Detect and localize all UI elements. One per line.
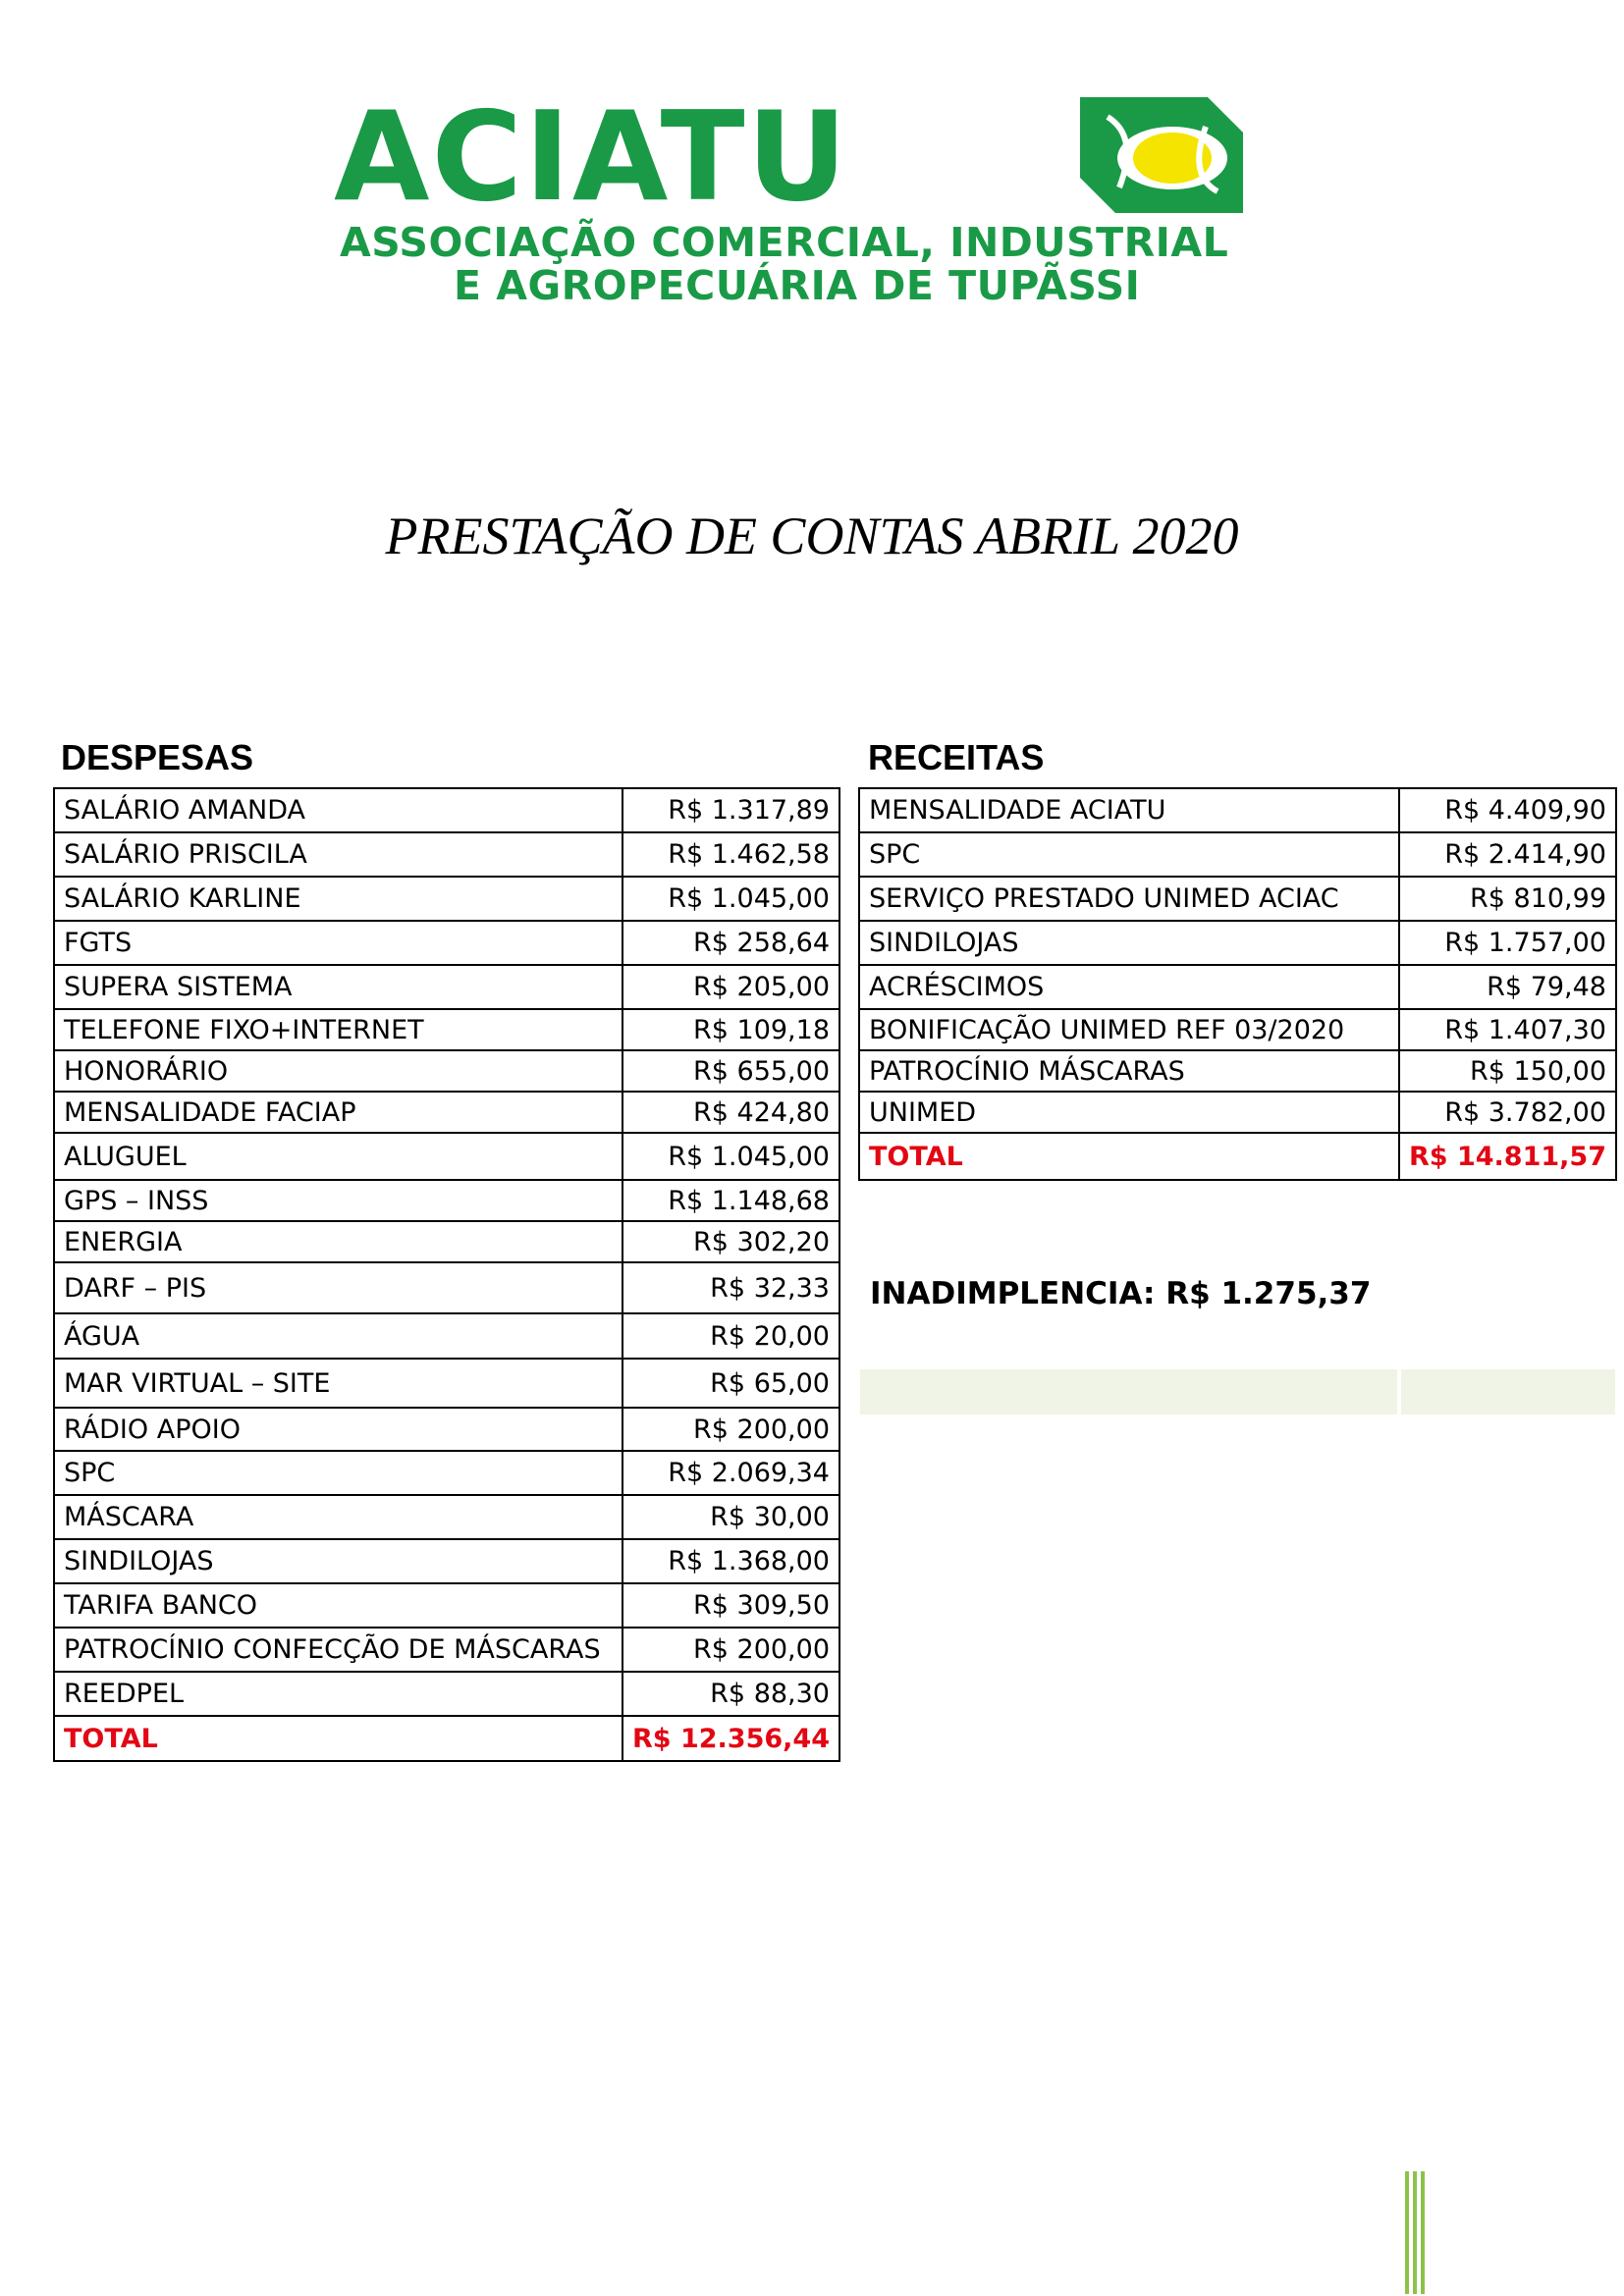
empty-shaded-cell (1401, 1369, 1615, 1415)
table-row (54, 1009, 839, 1050)
expense-label: FGTS (54, 921, 623, 965)
table-row (54, 1092, 839, 1133)
margin-bar (1421, 2171, 1425, 2294)
revenue-amount: R$ 1.407,30 (1399, 1009, 1616, 1050)
expense-label: SPC (54, 1451, 623, 1495)
table-row (859, 877, 1616, 921)
revenue-amount: R$ 4.409,90 (1399, 788, 1616, 832)
expense-label: TELEFONE FIXO+INTERNET (54, 1009, 623, 1050)
table-row (54, 1359, 839, 1408)
revenue-label: MENSALIDADE ACIATU (859, 788, 1399, 832)
expense-label: ÁGUA (54, 1313, 623, 1359)
table-row (54, 1539, 839, 1583)
expense-amount: R$ 655,00 (623, 1050, 839, 1092)
logo-tagline-line2: E AGROPECUÁRIA DE TUPÃSSI (454, 262, 1141, 309)
despesas-total-label: TOTAL (54, 1716, 623, 1761)
revenue-label: SPC (859, 832, 1399, 877)
expense-label: SALÁRIO PRISCILA (54, 832, 623, 877)
expense-label: ALUGUEL (54, 1133, 623, 1180)
expense-amount: R$ 200,00 (623, 1408, 839, 1451)
margin-bar (1405, 2171, 1409, 2294)
expense-label: HONORÁRIO (54, 1050, 623, 1092)
receitas-table (858, 787, 1617, 1181)
receitas-heading: RECEITAS (868, 737, 1045, 777)
empty-shaded-row (860, 1369, 1615, 1415)
expense-amount: R$ 32,33 (623, 1262, 839, 1313)
expense-label: RÁDIO APOIO (54, 1408, 623, 1451)
table-row (54, 921, 839, 965)
despesas-heading: DESPESAS (61, 737, 254, 777)
revenue-amount: R$ 2.414,90 (1399, 832, 1616, 877)
table-row (859, 965, 1616, 1009)
document-title: PRESTAÇÃO DE CONTAS ABRIL 2020 (385, 507, 1239, 565)
revenue-amount: R$ 150,00 (1399, 1050, 1616, 1092)
decorative-margin-bars (1405, 2171, 1427, 2294)
expense-amount: R$ 1.317,89 (623, 788, 839, 832)
expense-label: GPS – INSS (54, 1180, 623, 1221)
revenue-amount: R$ 79,48 (1399, 965, 1616, 1009)
inadimplencia-summary: INADIMPLENCIA: R$ 1.275,37 (870, 1276, 1372, 1311)
expense-label: DARF – PIS (54, 1262, 623, 1313)
table-row (54, 1451, 839, 1495)
expense-label: SUPERA SISTEMA (54, 965, 623, 1009)
revenue-label: SINDILOJAS (859, 921, 1399, 965)
expense-amount: R$ 309,50 (623, 1583, 839, 1628)
revenue-amount: R$ 3.782,00 (1399, 1092, 1616, 1133)
expense-amount: R$ 1.368,00 (623, 1539, 839, 1583)
table-row (859, 921, 1616, 965)
empty-shaded-cell (860, 1369, 1397, 1415)
expense-label: SALÁRIO KARLINE (54, 877, 623, 921)
table-row (859, 832, 1616, 877)
table-row (859, 788, 1616, 832)
table-row (54, 1672, 839, 1716)
expense-label: REEDPEL (54, 1672, 623, 1716)
table-row (54, 1628, 839, 1672)
table-row (54, 832, 839, 877)
table-row (859, 1092, 1616, 1133)
expense-label: PATROCÍNIO CONFECÇÃO DE MÁSCARAS (54, 1628, 623, 1672)
expense-amount: R$ 1.045,00 (623, 877, 839, 921)
table-row (54, 877, 839, 921)
receitas-total-label: TOTAL (859, 1133, 1399, 1180)
expense-amount: R$ 1.148,68 (623, 1180, 839, 1221)
aciatu-logo (334, 84, 1257, 314)
expense-label: MÁSCARA (54, 1495, 623, 1539)
expense-amount: R$ 424,80 (623, 1092, 839, 1133)
margin-bar (1413, 2171, 1417, 2294)
expense-amount: R$ 258,64 (623, 921, 839, 965)
revenue-label: PATROCÍNIO MÁSCARAS (859, 1050, 1399, 1092)
revenue-label: ACRÉSCIMOS (859, 965, 1399, 1009)
expense-amount: R$ 205,00 (623, 965, 839, 1009)
despesas-table (53, 787, 840, 1762)
table-row (54, 1050, 839, 1092)
receitas-total-row (859, 1133, 1616, 1180)
table-row (54, 1180, 839, 1221)
table-row (54, 1133, 839, 1180)
expense-amount: R$ 65,00 (623, 1359, 839, 1408)
logo-acronym: ACIATU (334, 84, 849, 229)
table-row (54, 1583, 839, 1628)
expense-amount: R$ 200,00 (623, 1628, 839, 1672)
receitas-total-amount: R$ 14.811,57 (1399, 1133, 1616, 1180)
expense-amount: R$ 109,18 (623, 1009, 839, 1050)
expense-label: SALÁRIO AMANDA (54, 788, 623, 832)
table-row (54, 788, 839, 832)
table-row (54, 1313, 839, 1359)
expense-amount: R$ 1.462,58 (623, 832, 839, 877)
table-row (54, 1262, 839, 1313)
expense-label: MAR VIRTUAL – SITE (54, 1359, 623, 1408)
expense-label: TARIFA BANCO (54, 1583, 623, 1628)
expense-amount: R$ 2.069,34 (623, 1451, 839, 1495)
expense-amount: R$ 88,30 (623, 1672, 839, 1716)
logo-tagline-line1: ASSOCIAÇÃO COMERCIAL, INDUSTRIAL (340, 219, 1229, 266)
revenue-amount: R$ 810,99 (1399, 877, 1616, 921)
expense-amount: R$ 30,00 (623, 1495, 839, 1539)
expense-label: ENERGIA (54, 1221, 623, 1262)
despesas-total-amount: R$ 12.356,44 (623, 1716, 839, 1761)
expense-label: MENSALIDADE FACIAP (54, 1092, 623, 1133)
revenue-label: UNIMED (859, 1092, 1399, 1133)
revenue-label: BONIFICAÇÃO UNIMED REF 03/2020 (859, 1009, 1399, 1050)
expense-label: SINDILOJAS (54, 1539, 623, 1583)
table-row (54, 1408, 839, 1451)
expense-amount: R$ 20,00 (623, 1313, 839, 1359)
logo-emblem-icon (1080, 97, 1243, 213)
table-row (54, 1495, 839, 1539)
revenue-amount: R$ 1.757,00 (1399, 921, 1616, 965)
table-row (859, 1050, 1616, 1092)
expense-amount: R$ 302,20 (623, 1221, 839, 1262)
table-row (54, 965, 839, 1009)
revenue-label: SERVIÇO PRESTADO UNIMED ACIAC (859, 877, 1399, 921)
expense-amount: R$ 1.045,00 (623, 1133, 839, 1180)
table-row (54, 1221, 839, 1262)
table-row (859, 1009, 1616, 1050)
despesas-total-row (54, 1716, 839, 1761)
